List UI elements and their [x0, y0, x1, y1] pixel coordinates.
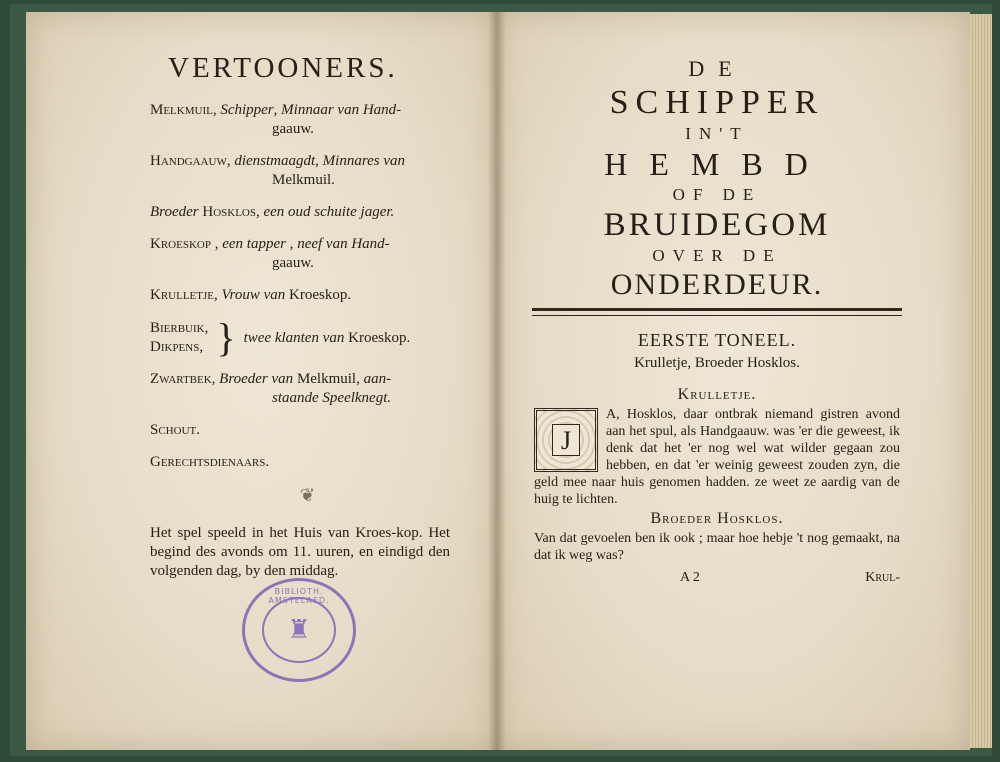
cast-item-melkmuil: Melkmuil, Schipper, Minnaar van Hand- gaauw.: [150, 102, 402, 137]
catchword: Krul-: [865, 570, 900, 585]
page-footer: [534, 570, 900, 588]
cast-item-handgaauw: Handgaauw, dienstmaagdt, Minnares van Melkmuil.: [150, 153, 406, 188]
title-section: [534, 56, 900, 588]
cast-item-schout: Schout.: [150, 422, 200, 438]
cast-item-hosklos: Broeder Hosklos, een oud schuite jager.: [150, 204, 395, 220]
cast-group-klanten: Bierbuik, Dikpens, } twee klanten van Kroeskop.: [150, 315, 411, 360]
title-line-of-de: OF DE: [672, 185, 762, 204]
title-line-int: IN'T: [685, 124, 749, 143]
right-page: [496, 12, 970, 750]
castle-icon: ♜: [262, 597, 336, 663]
cast-item-kroeskop: Kroeskop , een tapper , neef van Hand- gaauw.: [150, 236, 390, 271]
brace-icon: }: [216, 315, 236, 360]
book-spread: [10, 4, 992, 756]
cast-name-bierbuik: Bierbuik,: [150, 320, 209, 336]
scene-characters: Krulletje, Broeder Hosklos.: [634, 355, 800, 371]
cast-item-krulletje: Krulletje, Vrouw van Kroeskop.: [150, 287, 352, 303]
ornament-icon: ❦: [300, 485, 316, 505]
library-stamp: BIBLIOTH. AMSTELAED. ♜: [242, 578, 356, 682]
title-line-onderdeur: ONDERDEUR.: [610, 268, 824, 301]
speech-hosklos: Van dat gevoelen ben ik ook ; maar hoe hebje 't nog gemaakt, na dat ik weg was?: [534, 531, 900, 563]
speaker-krulletje: Krulletje.: [677, 386, 757, 403]
book-gutter: [488, 12, 506, 750]
title-rule: [532, 308, 902, 316]
scene-heading: EERSTE TONEEL.: [637, 330, 797, 350]
title-line-hembd: HEMBD: [604, 146, 830, 182]
speech-krulletje: J A, Hosklos, daar ontbrak niemand gistren avond aan het spul, als Handgaauw. was 'er die geweest, ik denk dat het 'er nog wel wat wilder gegaan zou hebben, en dat 'er weinig geweest zouden zyn, die geld mee naar huis genomen hadden. ze weet ze aardig van de huig te lichten.: [534, 407, 900, 507]
title-line-bruidegom: BRUIDEGOM: [603, 207, 831, 243]
cast-item-gerechtsdienaars: Gerechtsdienaars.: [150, 454, 270, 470]
title-line-schipper: SCHIPPER: [609, 84, 825, 121]
title-line-over-de: OVER DE: [652, 246, 782, 265]
dropcap-ornament: J: [534, 408, 598, 472]
left-page: [26, 12, 496, 750]
cast-list: [150, 101, 470, 472]
speaker-hosklos: Broeder Hosklos.: [650, 510, 784, 527]
cast-item-zwartbek: Zwartbek, Broeder van Melkmuil, aan- staande Speelknegt.: [150, 371, 392, 406]
cast-name-dikpens: Dikpens,: [150, 339, 204, 355]
setting-note: Het spel speeld in het Huis van Kroes-kop. Het begind des avonds om 11. uuren, en eindigd den volgenden dag, by den middag.: [150, 525, 450, 579]
page-edges: [970, 14, 992, 748]
cast-list-section: [150, 52, 470, 596]
title-line-de: DE: [688, 56, 746, 81]
cast-heading: VERTOONERS.: [168, 52, 398, 84]
signature-mark: A 2: [680, 570, 700, 585]
